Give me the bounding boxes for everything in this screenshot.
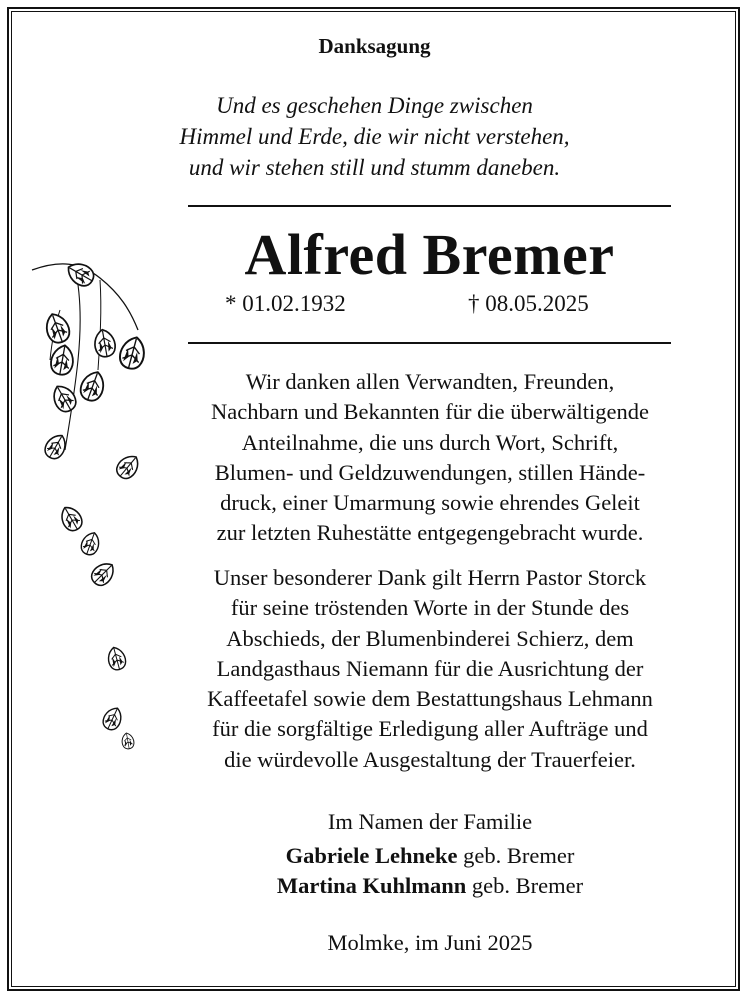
motto — [0, 90, 749, 183]
paragraph-line: Abschieds, der Blumenbinderei Schierz, dem — [226, 625, 634, 651]
paragraph-line: für die sorgfältige Erledigung aller Aufträge und — [212, 716, 648, 742]
paragraph-line: druck, einer Umarmung sowie ehrendes Geleit — [220, 490, 640, 516]
signer-name: Gabriele Lehneke — [285, 843, 458, 868]
place-date: Molmke, im Juni 2025 — [327, 930, 533, 955]
paragraph-line: Kaffeetafel sowie dem Bestattungshaus Lehmann — [207, 686, 653, 712]
paragraph-line: die würdevolle Ausgestaltung der Trauerfeier. — [224, 746, 636, 772]
motto-line: Und es geschehen Dinge zwischen — [216, 93, 533, 118]
paragraph-line: Unser besonderer Dank gilt Herrn Pastor Storck — [213, 565, 647, 590]
closing-line: Im Namen der Familie — [327, 809, 533, 834]
signer — [100, 841, 749, 871]
signer-maiden-name: geb. Bremer — [463, 843, 575, 868]
paragraph-line: Landgasthaus Niemann für die Ausrichtung der — [216, 655, 644, 681]
paragraph-line: Nachbarn und Bekannten für die überwältigende — [211, 399, 649, 425]
birch-leaves-icon — [20, 250, 170, 770]
signer-name: Martina Kuhlmann — [276, 873, 467, 898]
divider-bottom — [188, 342, 671, 344]
paragraph-line: Wir danken allen Verwandten, Freunden, — [245, 369, 615, 394]
paragraph-line: Blumen- und Geldzuwendungen, stillen Hände- — [214, 459, 646, 485]
deceased-name: Alfred Bremer — [244, 222, 615, 287]
paragraph-line: für seine tröstenden Worte in der Stunde des — [230, 595, 630, 621]
motto-line: und wir stehen still und stumm daneben. — [188, 155, 561, 180]
special-thanks-paragraph — [100, 563, 749, 775]
thanks-paragraph — [100, 367, 749, 549]
signer-maiden-name: geb. Bremer — [471, 873, 584, 898]
motto-line: Himmel und Erde, die wir nicht verstehen, — [179, 124, 570, 149]
death-date: † 08.05.2025 — [468, 291, 589, 316]
signer — [100, 871, 749, 901]
heading: Danksagung — [318, 34, 431, 58]
paragraph-line: zur letzten Ruhestätte entgegengebracht wurde. — [216, 520, 644, 546]
divider-top — [188, 205, 671, 207]
paragraph-line: Anteilnahme, die uns durch Wort, Schrift, — [241, 429, 619, 455]
birth-date: * 01.02.1932 — [225, 291, 346, 316]
